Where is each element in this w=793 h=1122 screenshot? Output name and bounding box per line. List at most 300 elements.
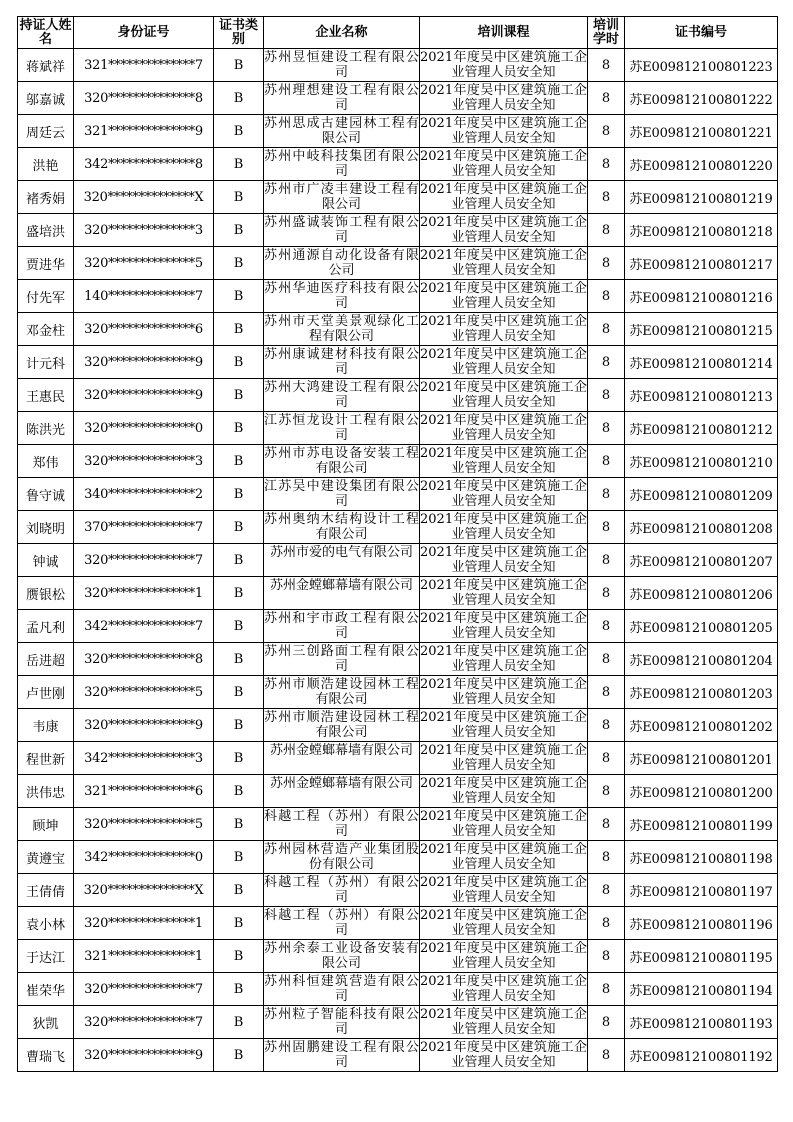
cert-category-cell: B bbox=[214, 973, 264, 1006]
holder-name-cell: 赝银松 bbox=[18, 577, 74, 610]
cert-category-cell: B bbox=[214, 1006, 264, 1039]
id-number-cell: 320**************9 bbox=[74, 346, 214, 379]
id-number-cell: 320**************5 bbox=[74, 676, 214, 709]
company-name-cell bbox=[264, 544, 420, 577]
company-name-text: 苏州盛诚装饰工程有限公司 bbox=[264, 215, 419, 245]
company-name-cell bbox=[264, 973, 420, 1006]
holder-name-cell: 于达江 bbox=[18, 940, 74, 973]
training-course-text: 2021年度吴中区建筑施工企业管理人员安全知 bbox=[420, 908, 587, 938]
cert-category-cell: B bbox=[214, 874, 264, 907]
company-name-cell bbox=[264, 148, 420, 181]
training-course-cell bbox=[420, 808, 588, 841]
company-name-cell bbox=[264, 313, 420, 346]
company-name-cell bbox=[264, 1039, 420, 1072]
training-course-text: 2021年度吴中区建筑施工企业管理人员安全知 bbox=[420, 710, 587, 740]
cert-category-cell: B bbox=[214, 808, 264, 841]
cert-category-cell: B bbox=[214, 247, 264, 280]
cert-number-cell: 苏E009812100801218 bbox=[625, 214, 778, 247]
cert-category-cell: B bbox=[214, 544, 264, 577]
company-name-text: 苏州金螳螂幕墙有限公司 bbox=[269, 578, 413, 593]
cert-number-cell: 苏E009812100801192 bbox=[625, 1039, 778, 1072]
company-name-text: 苏州大鸿建设工程有限公司 bbox=[264, 380, 419, 410]
cert-number-cell: 苏E009812100801216 bbox=[625, 280, 778, 313]
table-row bbox=[18, 577, 778, 610]
company-name-cell bbox=[264, 841, 420, 874]
holder-name-cell: 顾坤 bbox=[18, 808, 74, 841]
id-number-cell: 320**************X bbox=[74, 874, 214, 907]
cert-category-cell: B bbox=[214, 643, 264, 676]
table-row bbox=[18, 511, 778, 544]
table-row bbox=[18, 214, 778, 247]
cert-number-cell: 苏E009812100801195 bbox=[625, 940, 778, 973]
id-number-cell: 320**************8 bbox=[74, 643, 214, 676]
training-course-text: 2021年度吴中区建筑施工企业管理人员安全知 bbox=[420, 281, 587, 311]
company-name-text: 苏州固鹏建设工程有限公司 bbox=[264, 1040, 419, 1070]
holder-name-cell: 郑伟 bbox=[18, 445, 74, 478]
table-row bbox=[18, 247, 778, 280]
table-row bbox=[18, 49, 778, 82]
holder-name-cell: 王惠民 bbox=[18, 379, 74, 412]
cert-number-cell: 苏E009812100801203 bbox=[625, 676, 778, 709]
holder-name-cell: 韦康 bbox=[18, 709, 74, 742]
company-name-cell bbox=[264, 412, 420, 445]
id-number-cell: 320**************9 bbox=[74, 709, 214, 742]
company-name-text: 苏州思成古建园林工程有限公司 bbox=[264, 116, 419, 146]
cert-number-cell: 苏E009812100801207 bbox=[625, 544, 778, 577]
company-name-cell bbox=[264, 478, 420, 511]
id-number-cell: 320**************5 bbox=[74, 247, 214, 280]
cert-category-cell: B bbox=[214, 82, 264, 115]
id-number-cell: 320**************3 bbox=[74, 214, 214, 247]
cert-category-cell: B bbox=[214, 907, 264, 940]
training-hours-cell: 8 bbox=[588, 907, 625, 940]
cert-number-cell: 苏E009812100801210 bbox=[625, 445, 778, 478]
training-hours-cell: 8 bbox=[588, 940, 625, 973]
company-name-text: 科越工程（苏州）有限公司 bbox=[264, 908, 419, 938]
id-number-cell: 342**************7 bbox=[74, 610, 214, 643]
training-course-cell bbox=[420, 841, 588, 874]
cert-category-cell: B bbox=[214, 709, 264, 742]
id-number-cell: 370**************7 bbox=[74, 511, 214, 544]
id-number-cell: 342**************0 bbox=[74, 841, 214, 874]
table-row bbox=[18, 775, 778, 808]
company-name-text: 苏州三创路面工程有限公司 bbox=[264, 644, 419, 674]
training-hours-cell: 8 bbox=[588, 1006, 625, 1039]
company-name-cell bbox=[264, 610, 420, 643]
company-name-cell bbox=[264, 511, 420, 544]
cert-category-cell: B bbox=[214, 412, 264, 445]
table-row bbox=[18, 676, 778, 709]
table-row bbox=[18, 412, 778, 445]
training-course-cell bbox=[420, 280, 588, 313]
company-name-cell bbox=[264, 181, 420, 214]
cert-category-cell: B bbox=[214, 841, 264, 874]
training-course-cell bbox=[420, 940, 588, 973]
company-name-cell bbox=[264, 214, 420, 247]
id-number-cell: 320**************7 bbox=[74, 1006, 214, 1039]
company-name-text: 江苏吴中建设集团有限公司 bbox=[264, 479, 419, 509]
company-name-text: 苏州通源自动化设备有限公司 bbox=[264, 248, 419, 278]
training-hours-cell: 8 bbox=[588, 247, 625, 280]
training-course-cell bbox=[420, 478, 588, 511]
training-course-text: 2021年度吴中区建筑施工企业管理人员安全知 bbox=[420, 446, 587, 476]
training-hours-cell: 8 bbox=[588, 775, 625, 808]
table-row bbox=[18, 907, 778, 940]
company-name-text: 苏州市广凌丰建设工程有限公司 bbox=[264, 182, 419, 212]
id-number-cell: 340**************2 bbox=[74, 478, 214, 511]
training-hours-cell: 8 bbox=[588, 709, 625, 742]
training-course-text: 2021年度吴中区建筑施工企业管理人员安全知 bbox=[420, 875, 587, 905]
id-number-cell: 320**************9 bbox=[74, 379, 214, 412]
training-hours-cell: 8 bbox=[588, 478, 625, 511]
cert-category-cell: B bbox=[214, 214, 264, 247]
training-course-text: 2021年度吴中区建筑施工企业管理人员安全知 bbox=[420, 182, 587, 212]
training-course-cell bbox=[420, 610, 588, 643]
training-course-text: 2021年度吴中区建筑施工企业管理人员安全知 bbox=[420, 677, 587, 707]
cert-number-cell: 苏E009812100801221 bbox=[625, 115, 778, 148]
cert-number-cell: 苏E009812100801197 bbox=[625, 874, 778, 907]
training-course-text: 2021年度吴中区建筑施工企业管理人员安全知 bbox=[420, 809, 587, 839]
training-course-cell bbox=[420, 1039, 588, 1072]
cert-number-cell: 苏E009812100801198 bbox=[625, 841, 778, 874]
id-number-cell: 321**************7 bbox=[74, 49, 214, 82]
training-hours-cell: 8 bbox=[588, 973, 625, 1006]
training-course-text: 2021年度吴中区建筑施工企业管理人员安全知 bbox=[420, 149, 587, 179]
training-course-text: 2021年度吴中区建筑施工企业管理人员安全知 bbox=[420, 413, 587, 443]
holder-name-cell: 蒋斌祥 bbox=[18, 49, 74, 82]
holder-name-cell: 邓金柱 bbox=[18, 313, 74, 346]
cert-number-cell: 苏E009812100801209 bbox=[625, 478, 778, 511]
id-number-cell: 321**************1 bbox=[74, 940, 214, 973]
training-course-text: 2021年度吴中区建筑施工企业管理人员安全知 bbox=[420, 545, 587, 575]
company-name-text: 苏州粒子智能科技有限公司 bbox=[264, 1007, 419, 1037]
table-row bbox=[18, 115, 778, 148]
table-row bbox=[18, 478, 778, 511]
table-row bbox=[18, 82, 778, 115]
training-hours-cell: 8 bbox=[588, 313, 625, 346]
training-course-cell bbox=[420, 181, 588, 214]
holder-name-cell: 孟凡利 bbox=[18, 610, 74, 643]
training-course-cell bbox=[420, 709, 588, 742]
training-hours-cell: 8 bbox=[588, 676, 625, 709]
training-hours-cell: 8 bbox=[588, 841, 625, 874]
cert-number-cell: 苏E009812100801205 bbox=[625, 610, 778, 643]
training-hours-cell: 8 bbox=[588, 1039, 625, 1072]
header-cert-number: 证书编号 bbox=[625, 17, 778, 49]
training-course-cell bbox=[420, 1006, 588, 1039]
company-name-cell bbox=[264, 49, 420, 82]
company-name-text: 苏州市顺浩建设园林工程有限公司 bbox=[264, 677, 419, 707]
company-name-text: 江苏恒龙设计工程有限公司 bbox=[264, 413, 419, 443]
cert-category-cell: B bbox=[214, 610, 264, 643]
cert-number-cell: 苏E009812100801212 bbox=[625, 412, 778, 445]
training-course-text: 2021年度吴中区建筑施工企业管理人员安全知 bbox=[420, 611, 587, 641]
cert-number-cell: 苏E009812100801214 bbox=[625, 346, 778, 379]
id-number-cell: 321**************9 bbox=[74, 115, 214, 148]
company-name-cell bbox=[264, 247, 420, 280]
company-name-cell bbox=[264, 280, 420, 313]
training-course-text: 2021年度吴中区建筑施工企业管理人员安全知 bbox=[420, 743, 587, 773]
training-course-cell bbox=[420, 379, 588, 412]
table-row bbox=[18, 709, 778, 742]
holder-name-cell: 周廷云 bbox=[18, 115, 74, 148]
cert-category-cell: B bbox=[214, 1039, 264, 1072]
training-hours-cell: 8 bbox=[588, 214, 625, 247]
header-holder-name: 持证人姓名 bbox=[19, 17, 72, 47]
training-course-cell bbox=[420, 511, 588, 544]
company-name-text: 科越工程（苏州）有限公司 bbox=[264, 809, 419, 839]
holder-name-cell: 崔荣华 bbox=[18, 973, 74, 1006]
training-course-cell bbox=[420, 577, 588, 610]
table-row bbox=[18, 610, 778, 643]
training-course-cell bbox=[420, 214, 588, 247]
id-number-cell: 320**************3 bbox=[74, 445, 214, 478]
id-number-cell: 320**************5 bbox=[74, 808, 214, 841]
company-name-text: 苏州中岐科技集团有限公司 bbox=[264, 149, 419, 179]
cert-category-cell: B bbox=[214, 280, 264, 313]
training-course-text: 2021年度吴中区建筑施工企业管理人员安全知 bbox=[420, 314, 587, 344]
company-name-cell bbox=[264, 676, 420, 709]
training-course-text: 2021年度吴中区建筑施工企业管理人员安全知 bbox=[420, 974, 587, 1004]
holder-name-cell: 卢世刚 bbox=[18, 676, 74, 709]
cert-category-cell: B bbox=[214, 445, 264, 478]
training-course-cell bbox=[420, 445, 588, 478]
cert-number-cell: 苏E009812100801222 bbox=[625, 82, 778, 115]
training-course-text: 2021年度吴中区建筑施工企业管理人员安全知 bbox=[420, 248, 587, 278]
cert-number-cell: 苏E009812100801193 bbox=[625, 1006, 778, 1039]
training-course-text: 2021年度吴中区建筑施工企业管理人员安全知 bbox=[420, 644, 587, 674]
table-row bbox=[18, 874, 778, 907]
company-name-cell bbox=[264, 115, 420, 148]
table-row bbox=[18, 742, 778, 775]
id-number-cell: 320**************7 bbox=[74, 544, 214, 577]
cert-category-cell: B bbox=[214, 775, 264, 808]
cert-number-cell: 苏E009812100801220 bbox=[625, 148, 778, 181]
holder-name-cell: 褚秀娟 bbox=[18, 181, 74, 214]
company-name-cell bbox=[264, 643, 420, 676]
header-training-course: 培训课程 bbox=[420, 17, 588, 49]
cert-category-cell: B bbox=[214, 313, 264, 346]
holder-name-cell: 狄凯 bbox=[18, 1006, 74, 1039]
training-hours-cell: 8 bbox=[588, 874, 625, 907]
company-name-text: 苏州金螳螂幕墙有限公司 bbox=[269, 743, 413, 758]
cert-number-cell: 苏E009812100801213 bbox=[625, 379, 778, 412]
id-number-cell: 320**************6 bbox=[74, 313, 214, 346]
training-course-cell bbox=[420, 82, 588, 115]
company-name-cell bbox=[264, 1006, 420, 1039]
training-course-cell bbox=[420, 148, 588, 181]
training-course-text: 2021年度吴中区建筑施工企业管理人员安全知 bbox=[420, 380, 587, 410]
cert-number-cell: 苏E009812100801219 bbox=[625, 181, 778, 214]
training-course-text: 2021年度吴中区建筑施工企业管理人员安全知 bbox=[420, 1040, 587, 1070]
cert-category-cell: B bbox=[214, 181, 264, 214]
training-course-text: 2021年度吴中区建筑施工企业管理人员安全知 bbox=[420, 479, 587, 509]
training-course-cell bbox=[420, 643, 588, 676]
header-training-hours: 培训学时 bbox=[588, 17, 625, 49]
training-course-cell bbox=[420, 874, 588, 907]
training-hours-cell: 8 bbox=[588, 49, 625, 82]
company-name-text: 苏州市顺浩建设园林工程有限公司 bbox=[264, 710, 419, 740]
company-name-cell bbox=[264, 808, 420, 841]
table-row bbox=[18, 1039, 778, 1072]
holder-name-cell: 计元科 bbox=[18, 346, 74, 379]
training-hours-cell: 8 bbox=[588, 181, 625, 214]
company-name-cell bbox=[264, 775, 420, 808]
training-course-text: 2021年度吴中区建筑施工企业管理人员安全知 bbox=[420, 1007, 587, 1037]
company-name-text: 苏州市爱的电气有限公司 bbox=[269, 545, 413, 560]
company-name-text: 苏州华迪医疗科技有限公司 bbox=[264, 281, 419, 311]
training-hours-cell: 8 bbox=[588, 379, 625, 412]
holder-name-cell: 陈洪光 bbox=[18, 412, 74, 445]
table-row bbox=[18, 1006, 778, 1039]
training-course-cell bbox=[420, 775, 588, 808]
cert-number-cell: 苏E009812100801194 bbox=[625, 973, 778, 1006]
table-row bbox=[18, 544, 778, 577]
training-hours-cell: 8 bbox=[588, 412, 625, 445]
company-name-text: 苏州市苏电设备安装工程有限公司 bbox=[264, 446, 419, 476]
training-course-cell bbox=[420, 676, 588, 709]
training-hours-cell: 8 bbox=[588, 346, 625, 379]
header-row bbox=[18, 17, 778, 49]
training-course-text: 2021年度吴中区建筑施工企业管理人员安全知 bbox=[420, 50, 587, 80]
training-course-cell bbox=[420, 742, 588, 775]
training-hours-cell: 8 bbox=[588, 82, 625, 115]
id-number-cell: 320**************8 bbox=[74, 82, 214, 115]
cert-number-cell: 苏E009812100801217 bbox=[625, 247, 778, 280]
training-hours-cell: 8 bbox=[588, 577, 625, 610]
holder-name-cell: 贾进华 bbox=[18, 247, 74, 280]
cert-category-cell: B bbox=[214, 379, 264, 412]
training-course-text: 2021年度吴中区建筑施工企业管理人员安全知 bbox=[420, 215, 587, 245]
header-company-name: 企业名称 bbox=[264, 17, 420, 49]
training-course-cell bbox=[420, 346, 588, 379]
company-name-text: 苏州金螳螂幕墙有限公司 bbox=[269, 776, 413, 791]
training-hours-cell: 8 bbox=[588, 148, 625, 181]
holder-name-cell: 黄遵宝 bbox=[18, 841, 74, 874]
holder-name-cell: 盛培洪 bbox=[18, 214, 74, 247]
training-course-text: 2021年度吴中区建筑施工企业管理人员安全知 bbox=[420, 842, 587, 872]
training-course-text: 2021年度吴中区建筑施工企业管理人员安全知 bbox=[420, 347, 587, 377]
table-row bbox=[18, 940, 778, 973]
training-course-cell bbox=[420, 313, 588, 346]
table-row bbox=[18, 445, 778, 478]
id-number-cell: 320**************1 bbox=[74, 577, 214, 610]
id-number-cell: 342**************8 bbox=[74, 148, 214, 181]
company-name-text: 苏州市天堂美景观绿化工程有限公司 bbox=[264, 314, 419, 344]
training-course-text: 2021年度吴中区建筑施工企业管理人员安全知 bbox=[420, 83, 587, 113]
id-number-cell: 321**************6 bbox=[74, 775, 214, 808]
training-course-text: 2021年度吴中区建筑施工企业管理人员安全知 bbox=[420, 941, 587, 971]
company-name-text: 科越工程（苏州）有限公司 bbox=[264, 875, 419, 905]
company-name-cell bbox=[264, 874, 420, 907]
holder-name-cell: 王倩倩 bbox=[18, 874, 74, 907]
training-hours-cell: 8 bbox=[588, 808, 625, 841]
cert-category-cell: B bbox=[214, 511, 264, 544]
training-course-cell bbox=[420, 412, 588, 445]
id-number-cell: 320**************7 bbox=[74, 973, 214, 1006]
id-number-cell: 320**************X bbox=[74, 181, 214, 214]
id-number-cell: 320**************1 bbox=[74, 907, 214, 940]
holder-name-cell: 洪艳 bbox=[18, 148, 74, 181]
company-name-text: 苏州科恒建筑营造有限公司 bbox=[264, 974, 419, 1004]
holder-name-cell: 袁小林 bbox=[18, 907, 74, 940]
cert-number-cell: 苏E009812100801202 bbox=[625, 709, 778, 742]
holder-name-cell: 岳进超 bbox=[18, 643, 74, 676]
holder-name-cell: 付先军 bbox=[18, 280, 74, 313]
cert-number-cell: 苏E009812100801208 bbox=[625, 511, 778, 544]
company-name-text: 苏州和宇市政工程有限公司 bbox=[264, 611, 419, 641]
table-row bbox=[18, 841, 778, 874]
training-course-text: 2021年度吴中区建筑施工企业管理人员安全知 bbox=[420, 512, 587, 542]
cert-number-cell: 苏E009812100801206 bbox=[625, 577, 778, 610]
cert-number-cell: 苏E009812100801196 bbox=[625, 907, 778, 940]
table-row bbox=[18, 313, 778, 346]
holder-name-cell: 刘晓明 bbox=[18, 511, 74, 544]
company-name-text: 苏州奥纳木结构设计工程有限公司 bbox=[264, 512, 419, 542]
training-course-cell bbox=[420, 973, 588, 1006]
training-course-cell bbox=[420, 907, 588, 940]
training-hours-cell: 8 bbox=[588, 643, 625, 676]
cert-category-cell: B bbox=[214, 742, 264, 775]
table-row bbox=[18, 181, 778, 214]
cert-category-cell: B bbox=[214, 148, 264, 181]
training-course-text: 2021年度吴中区建筑施工企业管理人员安全知 bbox=[420, 578, 587, 608]
header-id-number: 身份证号 bbox=[74, 17, 214, 49]
holder-name-cell: 程世新 bbox=[18, 742, 74, 775]
cert-number-cell: 苏E009812100801200 bbox=[625, 775, 778, 808]
training-hours-cell: 8 bbox=[588, 511, 625, 544]
company-name-cell bbox=[264, 709, 420, 742]
company-name-cell bbox=[264, 346, 420, 379]
cert-category-cell: B bbox=[214, 346, 264, 379]
company-name-text: 苏州余泰工业设备安装有限公司 bbox=[264, 941, 419, 971]
training-hours-cell: 8 bbox=[588, 445, 625, 478]
cert-number-cell: 苏E009812100801215 bbox=[625, 313, 778, 346]
company-name-cell bbox=[264, 907, 420, 940]
header-cert-category: 证书类别 bbox=[214, 17, 264, 49]
training-hours-cell: 8 bbox=[588, 610, 625, 643]
training-course-cell bbox=[420, 247, 588, 280]
company-name-text: 苏州理想建设工程有限公司 bbox=[264, 83, 419, 113]
cert-number-cell: 苏E009812100801223 bbox=[625, 49, 778, 82]
training-hours-cell: 8 bbox=[588, 280, 625, 313]
training-course-cell bbox=[420, 544, 588, 577]
cert-number-cell: 苏E009812100801201 bbox=[625, 742, 778, 775]
cert-category-cell: B bbox=[214, 115, 264, 148]
id-number-cell: 342**************3 bbox=[74, 742, 214, 775]
table-row bbox=[18, 148, 778, 181]
holder-name-cell: 邬嘉诚 bbox=[18, 82, 74, 115]
table-row bbox=[18, 379, 778, 412]
company-name-cell bbox=[264, 379, 420, 412]
training-course-cell bbox=[420, 115, 588, 148]
company-name-cell bbox=[264, 742, 420, 775]
holder-name-cell: 洪伟忠 bbox=[18, 775, 74, 808]
company-name-text: 苏州康诚建材科技有限公司 bbox=[264, 347, 419, 377]
training-course-text: 2021年度吴中区建筑施工企业管理人员安全知 bbox=[420, 776, 587, 806]
company-name-cell bbox=[264, 577, 420, 610]
table-row bbox=[18, 346, 778, 379]
table-body bbox=[18, 49, 778, 1072]
training-course-text: 2021年度吴中区建筑施工企业管理人员安全知 bbox=[420, 116, 587, 146]
table-row bbox=[18, 280, 778, 313]
holder-name-cell: 鲁守诚 bbox=[18, 478, 74, 511]
table-row bbox=[18, 973, 778, 1006]
company-name-cell bbox=[264, 445, 420, 478]
training-hours-cell: 8 bbox=[588, 115, 625, 148]
company-name-text: 苏州园林营造产业集团股份有限公司 bbox=[264, 842, 419, 872]
training-hours-cell: 8 bbox=[588, 544, 625, 577]
